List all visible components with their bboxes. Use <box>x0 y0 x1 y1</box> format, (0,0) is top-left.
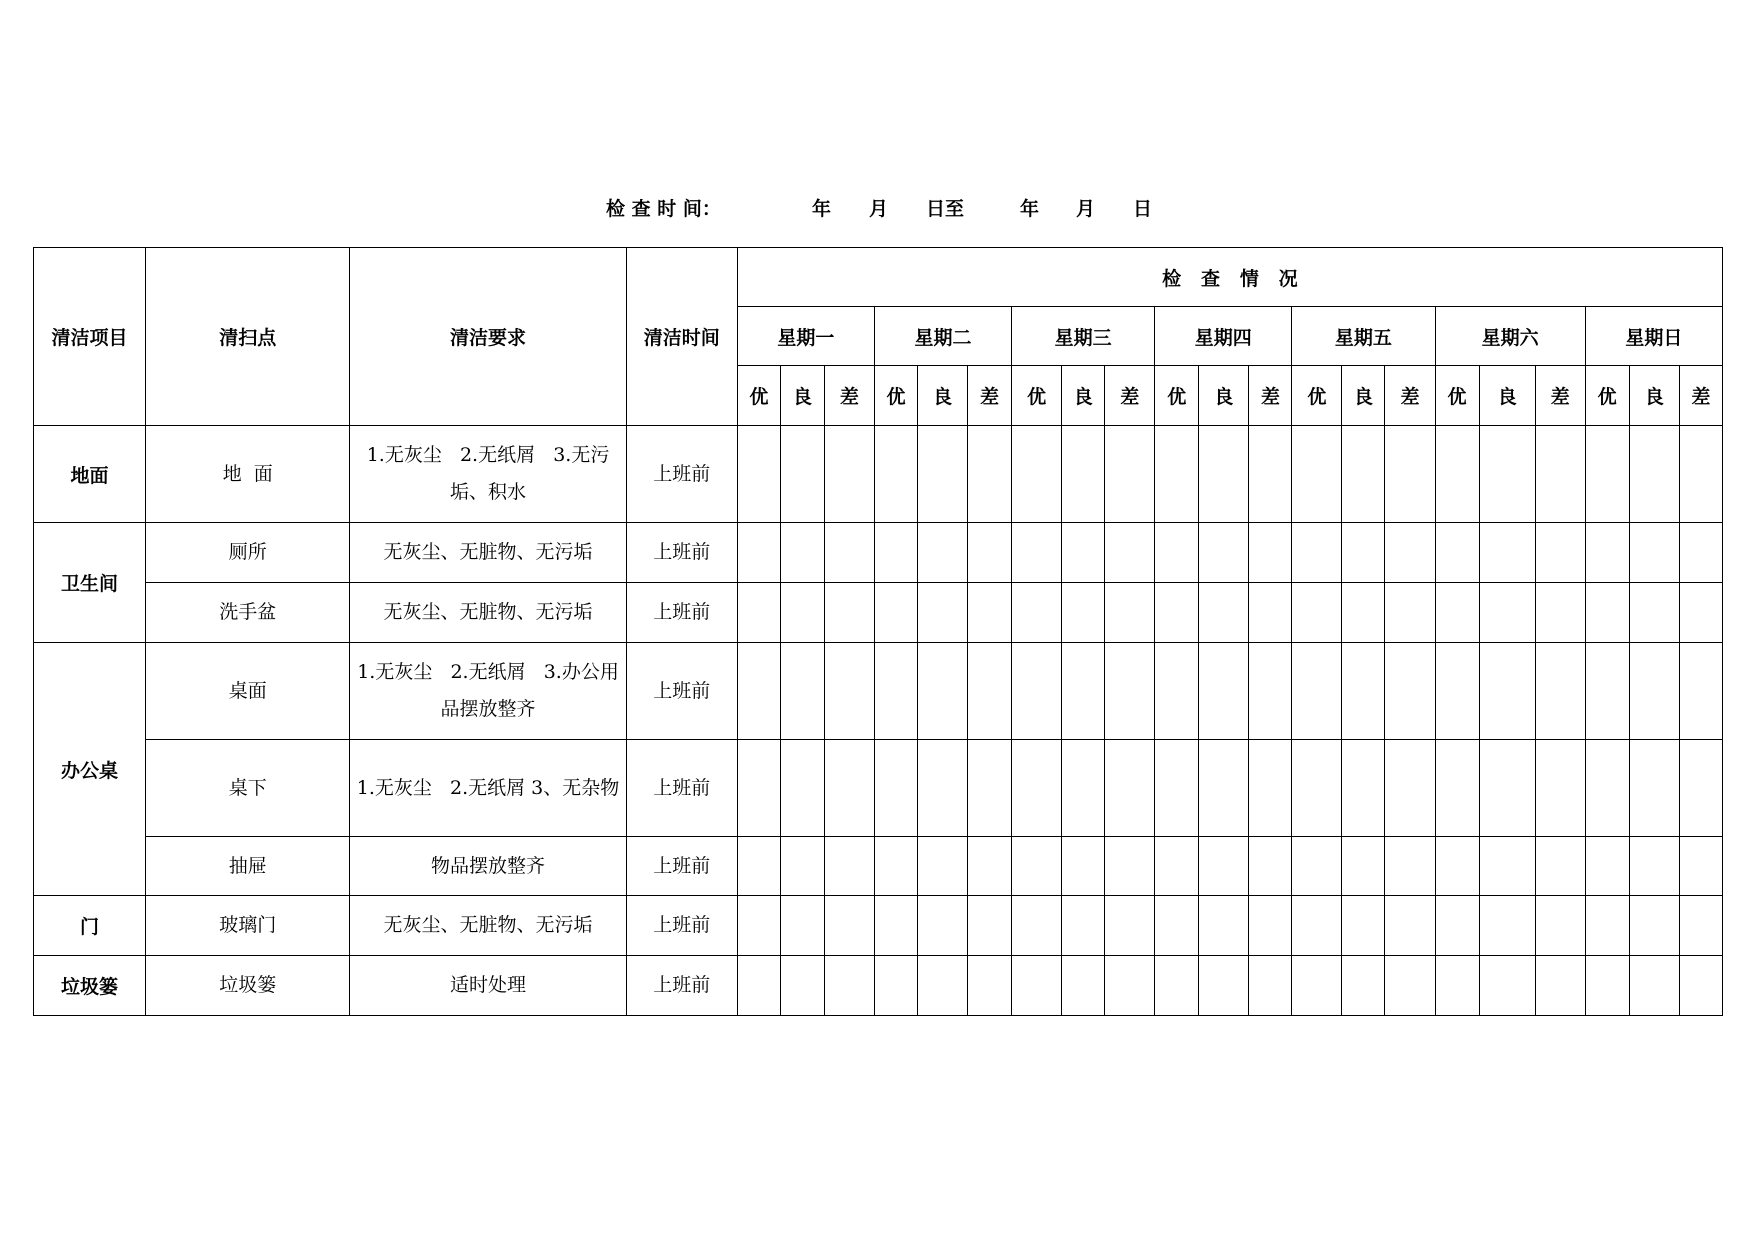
rating-cell[interactable] <box>1105 956 1155 1016</box>
rating-cell[interactable] <box>1385 426 1435 523</box>
rating-cell[interactable] <box>1435 740 1479 837</box>
month-end: 月 <box>1076 198 1096 220</box>
cleaning-time-cell: 上班前 <box>626 523 737 583</box>
rating-cell[interactable] <box>1585 643 1629 740</box>
rating-cell[interactable] <box>1585 523 1629 583</box>
rating-cell[interactable] <box>874 523 917 583</box>
rating-cell[interactable] <box>1062 740 1105 837</box>
rating-cell[interactable] <box>968 896 1012 956</box>
inspection-date-label: 检 查 时 间： <box>606 198 721 220</box>
cleaning-requirement-cell: 无灰尘、无脏物、无污垢 <box>350 896 626 956</box>
day-start-to: 日至 <box>926 198 965 220</box>
rating-cell[interactable] <box>1342 583 1385 643</box>
rating-cell[interactable] <box>1199 837 1249 896</box>
table-row <box>34 956 1723 1016</box>
rating-cell[interactable] <box>917 740 967 837</box>
rating-cell[interactable] <box>1292 896 1342 956</box>
rating-cell[interactable] <box>1155 740 1199 837</box>
rating-cell[interactable] <box>968 523 1012 583</box>
cleaning-point-cell: 厕所 <box>146 523 350 583</box>
rating-cell[interactable] <box>1385 583 1435 643</box>
rating-cell[interactable] <box>1249 643 1292 740</box>
header-cleaning-requirement: 清洁要求 <box>350 248 626 426</box>
rating-cell[interactable] <box>1385 740 1435 837</box>
rating-cell[interactable] <box>1479 583 1535 643</box>
rating-cell[interactable] <box>1479 740 1535 837</box>
rating-cell[interactable] <box>824 837 874 896</box>
cleaning-item-cell: 垃圾篓 <box>34 956 146 1016</box>
rating-cell[interactable] <box>1535 426 1585 523</box>
cleaning-item-cell: 办公桌 <box>34 643 146 896</box>
grade-header: 差 <box>1679 366 1722 426</box>
rating-cell[interactable] <box>737 523 780 583</box>
rating-cell[interactable] <box>1535 896 1585 956</box>
rating-cell[interactable] <box>1342 956 1385 1016</box>
rating-cell[interactable] <box>1155 426 1199 523</box>
rating-cell[interactable] <box>1629 896 1679 956</box>
cleaning-time-cell: 上班前 <box>626 837 737 896</box>
grade-header: 差 <box>1535 366 1585 426</box>
rating-cell[interactable] <box>1012 523 1062 583</box>
rating-cell[interactable] <box>1679 643 1722 740</box>
rating-cell[interactable] <box>1105 643 1155 740</box>
grade-header: 优 <box>1012 366 1062 426</box>
rating-cell[interactable] <box>1012 426 1062 523</box>
rating-cell[interactable] <box>737 583 780 643</box>
cleaning-time-cell: 上班前 <box>626 583 737 643</box>
rating-cell[interactable] <box>1105 740 1155 837</box>
day-end: 日 <box>1133 198 1153 220</box>
rating-cell[interactable] <box>917 896 967 956</box>
grade-header: 优 <box>1155 366 1199 426</box>
header-cleaning-item: 清洁项目 <box>34 248 146 426</box>
rating-cell[interactable] <box>874 643 917 740</box>
rating-cell[interactable] <box>1199 896 1249 956</box>
rating-cell[interactable] <box>1155 896 1199 956</box>
cleaning-time-cell: 上班前 <box>626 956 737 1016</box>
rating-cell[interactable] <box>1012 583 1062 643</box>
rating-cell[interactable] <box>737 643 780 740</box>
cleaning-requirement-cell: 1.无灰尘 2.无纸屑 3.办公用品摆放整齐 <box>350 643 626 740</box>
rating-cell[interactable] <box>917 837 967 896</box>
rating-cell[interactable] <box>1199 523 1249 583</box>
rating-cell[interactable] <box>1012 740 1062 837</box>
cleaning-point-cell: 桌下 <box>146 740 350 837</box>
grade-header: 差 <box>968 366 1012 426</box>
rating-cell[interactable] <box>780 523 824 583</box>
day-header: 星期二 <box>874 307 1011 366</box>
rating-cell[interactable] <box>1342 643 1385 740</box>
rating-cell[interactable] <box>1435 523 1479 583</box>
rating-cell[interactable] <box>1479 523 1535 583</box>
cleaning-requirement-cell: 无灰尘、无脏物、无污垢 <box>350 583 626 643</box>
rating-cell[interactable] <box>1479 426 1535 523</box>
grade-header: 优 <box>737 366 780 426</box>
rating-cell[interactable] <box>917 523 967 583</box>
table-row <box>34 583 1723 643</box>
rating-cell[interactable] <box>1342 523 1385 583</box>
rating-cell[interactable] <box>1249 740 1292 837</box>
rating-cell[interactable] <box>1385 837 1435 896</box>
rating-cell[interactable] <box>1585 583 1629 643</box>
rating-cell[interactable] <box>780 426 824 523</box>
rating-cell[interactable] <box>1012 643 1062 740</box>
cleaning-time-cell: 上班前 <box>626 426 737 523</box>
cleaning-point-cell: 地 面 <box>146 426 350 523</box>
rating-cell[interactable] <box>1062 896 1105 956</box>
grade-header: 良 <box>1342 366 1385 426</box>
day-header: 星期三 <box>1012 307 1155 366</box>
rating-cell[interactable] <box>968 583 1012 643</box>
rating-cell[interactable] <box>1535 956 1585 1016</box>
rating-cell[interactable] <box>1479 896 1535 956</box>
month-start: 月 <box>869 198 889 220</box>
grade-header: 差 <box>1385 366 1435 426</box>
grade-header: 优 <box>1292 366 1342 426</box>
cleaning-point-cell: 桌面 <box>146 643 350 740</box>
year-end: 年 <box>1020 198 1040 220</box>
rating-cell[interactable] <box>1105 583 1155 643</box>
rating-cell[interactable] <box>1292 740 1342 837</box>
rating-cell[interactable] <box>968 426 1012 523</box>
cleaning-point-cell: 抽屉 <box>146 837 350 896</box>
rating-cell[interactable] <box>1199 956 1249 1016</box>
rating-cell[interactable] <box>1199 740 1249 837</box>
rating-cell[interactable] <box>1342 896 1385 956</box>
rating-cell[interactable] <box>1105 837 1155 896</box>
rating-cell[interactable] <box>1535 583 1585 643</box>
rating-cell[interactable] <box>1249 956 1292 1016</box>
rating-cell[interactable] <box>968 956 1012 1016</box>
rating-cell[interactable] <box>1435 583 1479 643</box>
grade-header: 差 <box>1105 366 1155 426</box>
rating-cell[interactable] <box>737 426 780 523</box>
rating-cell[interactable] <box>917 583 967 643</box>
cleaning-time-cell: 上班前 <box>626 740 737 837</box>
rating-cell[interactable] <box>1249 426 1292 523</box>
rating-cell[interactable] <box>1062 426 1105 523</box>
rating-cell[interactable] <box>874 583 917 643</box>
rating-cell[interactable] <box>1679 837 1722 896</box>
rating-cell[interactable] <box>780 956 824 1016</box>
rating-cell[interactable] <box>874 837 917 896</box>
rating-cell[interactable] <box>1629 523 1679 583</box>
rating-cell[interactable] <box>824 956 874 1016</box>
rating-cell[interactable] <box>917 426 967 523</box>
rating-cell[interactable] <box>1342 740 1385 837</box>
rating-cell[interactable] <box>1535 523 1585 583</box>
rating-cell[interactable] <box>824 426 874 523</box>
rating-cell[interactable] <box>1342 426 1385 523</box>
rating-cell[interactable] <box>1479 956 1535 1016</box>
grade-header: 良 <box>1479 366 1535 426</box>
rating-cell[interactable] <box>917 956 967 1016</box>
cleaning-point-cell: 洗手盆 <box>146 583 350 643</box>
rating-cell[interactable] <box>1292 583 1342 643</box>
rating-cell[interactable] <box>1535 643 1585 740</box>
rating-cell[interactable] <box>1199 583 1249 643</box>
rating-cell[interactable] <box>780 837 824 896</box>
rating-cell[interactable] <box>1435 643 1479 740</box>
rating-cell[interactable] <box>1012 837 1062 896</box>
rating-cell[interactable] <box>1105 426 1155 523</box>
rating-cell[interactable] <box>824 643 874 740</box>
rating-cell[interactable] <box>1062 523 1105 583</box>
rating-cell[interactable] <box>968 837 1012 896</box>
rating-cell[interactable] <box>1249 523 1292 583</box>
header-inspection-status: 检 查 情 况 <box>737 248 1722 307</box>
grade-header: 良 <box>780 366 824 426</box>
year-start: 年 <box>812 198 832 220</box>
grade-header: 差 <box>824 366 874 426</box>
rating-cell[interactable] <box>1292 956 1342 1016</box>
rating-cell[interactable] <box>1012 956 1062 1016</box>
rating-cell[interactable] <box>1342 837 1385 896</box>
grade-header: 良 <box>917 366 967 426</box>
rating-cell[interactable] <box>1155 523 1199 583</box>
rating-cell[interactable] <box>1292 426 1342 523</box>
rating-cell[interactable] <box>1435 896 1479 956</box>
cleaning-item-cell: 门 <box>34 896 146 956</box>
rating-cell[interactable] <box>874 896 917 956</box>
rating-cell[interactable] <box>1062 583 1105 643</box>
rating-cell[interactable] <box>1629 426 1679 523</box>
table-row <box>34 426 1723 523</box>
day-header: 星期六 <box>1435 307 1585 366</box>
cleaning-item-cell: 地面 <box>34 426 146 523</box>
table-row <box>34 643 1723 740</box>
rating-cell[interactable] <box>1435 426 1479 523</box>
rating-cell[interactable] <box>1629 956 1679 1016</box>
rating-cell[interactable] <box>737 837 780 896</box>
rating-cell[interactable] <box>1585 956 1629 1016</box>
rating-cell[interactable] <box>1629 643 1679 740</box>
cleaning-requirement-cell: 适时处理 <box>350 956 626 1016</box>
inspection-date-line <box>0 190 1754 224</box>
table-row <box>34 523 1723 583</box>
rating-cell[interactable] <box>1679 896 1722 956</box>
rating-cell[interactable] <box>1585 896 1629 956</box>
cleaning-point-cell: 玻璃门 <box>146 896 350 956</box>
rating-cell[interactable] <box>874 426 917 523</box>
rating-cell[interactable] <box>1062 837 1105 896</box>
rating-cell[interactable] <box>1385 956 1435 1016</box>
rating-cell[interactable] <box>1199 643 1249 740</box>
day-header: 星期一 <box>737 307 874 366</box>
header-cleaning-time: 清洁时间 <box>626 248 737 426</box>
rating-cell[interactable] <box>1479 837 1535 896</box>
header-row-1 <box>34 248 1723 307</box>
cleaning-point-cell: 垃圾篓 <box>146 956 350 1016</box>
grade-header: 良 <box>1199 366 1249 426</box>
rating-cell[interactable] <box>1629 837 1679 896</box>
rating-cell[interactable] <box>737 956 780 1016</box>
cleaning-time-cell: 上班前 <box>626 643 737 740</box>
table-row <box>34 896 1723 956</box>
rating-cell[interactable] <box>1292 523 1342 583</box>
rating-cell[interactable] <box>1535 740 1585 837</box>
rating-cell[interactable] <box>1155 837 1199 896</box>
rating-cell[interactable] <box>1629 583 1679 643</box>
cleaning-time-cell: 上班前 <box>626 896 737 956</box>
grade-header: 良 <box>1629 366 1679 426</box>
rating-cell[interactable] <box>1249 583 1292 643</box>
day-header: 星期四 <box>1155 307 1292 366</box>
cleaning-requirement-cell: 1.无灰尘 2.无纸屑 3.无污垢、积水 <box>350 426 626 523</box>
rating-cell[interactable] <box>1155 643 1199 740</box>
rating-cell[interactable] <box>824 740 874 837</box>
rating-cell[interactable] <box>1679 523 1722 583</box>
cleaning-requirement-cell: 物品摆放整齐 <box>350 837 626 896</box>
table-row <box>34 740 1723 837</box>
rating-cell[interactable] <box>1679 740 1722 837</box>
rating-cell[interactable] <box>1679 956 1722 1016</box>
rating-cell[interactable] <box>1435 956 1479 1016</box>
rating-cell[interactable] <box>824 583 874 643</box>
rating-cell[interactable] <box>780 896 824 956</box>
rating-cell[interactable] <box>824 523 874 583</box>
rating-cell[interactable] <box>1155 583 1199 643</box>
grade-header: 优 <box>1585 366 1629 426</box>
rating-cell[interactable] <box>1062 956 1105 1016</box>
header-cleaning-point: 清扫点 <box>146 248 350 426</box>
grade-header: 差 <box>1249 366 1292 426</box>
cleaning-inspection-table <box>33 247 1723 1016</box>
rating-cell[interactable] <box>824 896 874 956</box>
grade-header: 优 <box>1435 366 1479 426</box>
rating-cell[interactable] <box>874 956 917 1016</box>
day-header: 星期日 <box>1585 307 1722 366</box>
rating-cell[interactable] <box>737 896 780 956</box>
day-header: 星期五 <box>1292 307 1435 366</box>
rating-cell[interactable] <box>780 740 824 837</box>
rating-cell[interactable] <box>1062 643 1105 740</box>
rating-cell[interactable] <box>1435 837 1479 896</box>
rating-cell[interactable] <box>1249 896 1292 956</box>
rating-cell[interactable] <box>1385 523 1435 583</box>
rating-cell[interactable] <box>1535 837 1585 896</box>
rating-cell[interactable] <box>1155 956 1199 1016</box>
rating-cell[interactable] <box>1679 426 1722 523</box>
cleaning-requirement-cell: 无灰尘、无脏物、无污垢 <box>350 523 626 583</box>
rating-cell[interactable] <box>1292 837 1342 896</box>
rating-cell[interactable] <box>1629 740 1679 837</box>
table-row <box>34 837 1723 896</box>
rating-cell[interactable] <box>1585 837 1629 896</box>
rating-cell[interactable] <box>1012 896 1062 956</box>
rating-cell[interactable] <box>1105 523 1155 583</box>
rating-cell[interactable] <box>968 643 1012 740</box>
rating-cell[interactable] <box>737 740 780 837</box>
rating-cell[interactable] <box>968 740 1012 837</box>
grade-header: 良 <box>1062 366 1105 426</box>
rating-cell[interactable] <box>1249 837 1292 896</box>
rating-cell[interactable] <box>1199 426 1249 523</box>
rating-cell[interactable] <box>1105 896 1155 956</box>
rating-cell[interactable] <box>1292 643 1342 740</box>
rating-cell[interactable] <box>1585 740 1629 837</box>
rating-cell[interactable] <box>1385 643 1435 740</box>
rating-cell[interactable] <box>1385 896 1435 956</box>
rating-cell[interactable] <box>917 643 967 740</box>
rating-cell[interactable] <box>780 643 824 740</box>
cleaning-item-cell: 卫生间 <box>34 523 146 643</box>
cleaning-requirement-cell: 1.无灰尘 2.无纸屑 3、无杂物 <box>350 740 626 837</box>
rating-cell[interactable] <box>1679 583 1722 643</box>
rating-cell[interactable] <box>1585 426 1629 523</box>
rating-cell[interactable] <box>780 583 824 643</box>
rating-cell[interactable] <box>874 740 917 837</box>
grade-header: 优 <box>874 366 917 426</box>
rating-cell[interactable] <box>1479 643 1535 740</box>
